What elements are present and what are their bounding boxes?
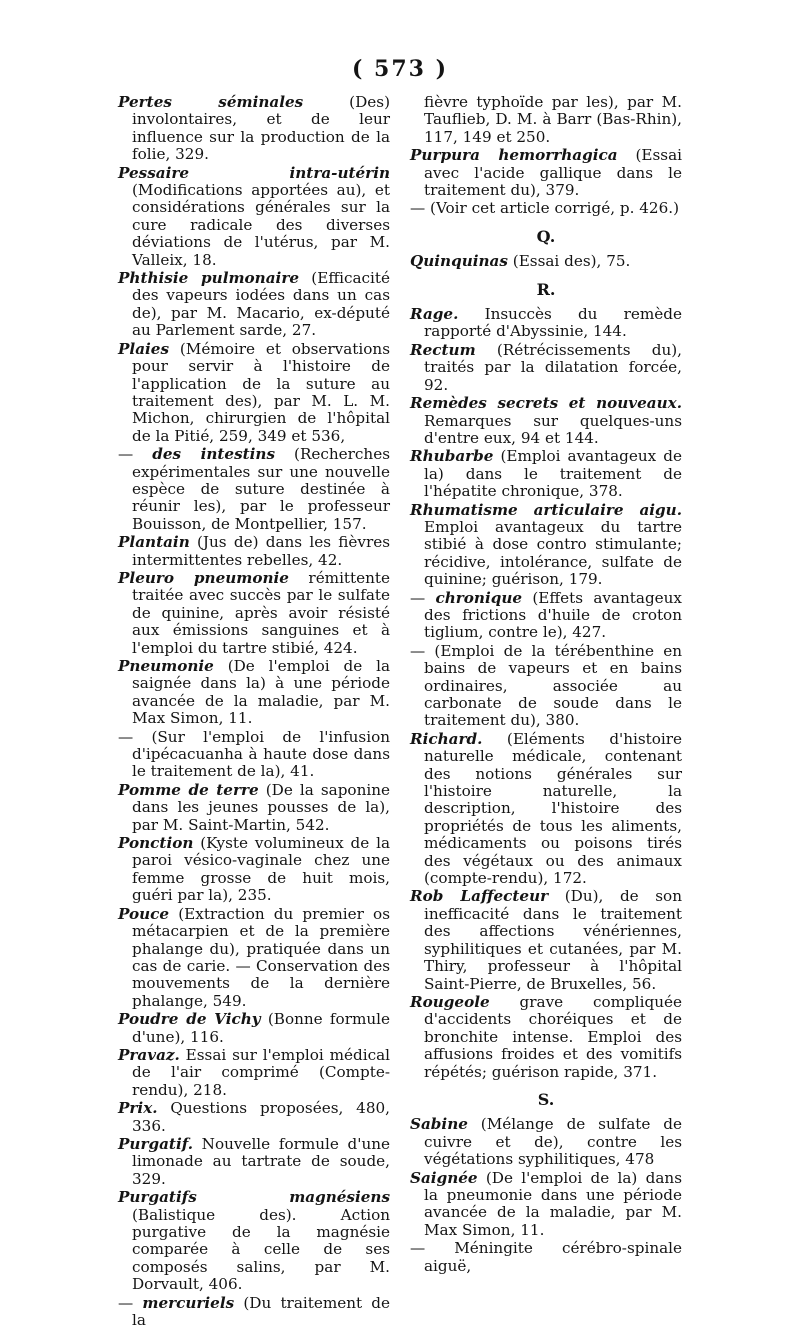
entry-text: (Du), de son inefficacité dans le traitement des affections vénériennes, syphilitiques et cutanées, par M. Thiry, professeur à l'hôpital Saint-Pierre, de Bruxelles, 56. xyxy=(424,887,682,993)
entry-text: (Rétrécissements du), traités par la dilatation forcée, 92. xyxy=(424,340,682,394)
entry-text: Insuccès du remède rapporté d'Abyssinie, 144. xyxy=(424,305,682,341)
entry-dash: — xyxy=(410,588,436,607)
entry-heading: Pomme de terre xyxy=(118,780,259,799)
entry-heading: Rhumatisme articulaire aigu. xyxy=(410,500,682,519)
index-entry xyxy=(118,94,390,164)
entry-heading: Poudre de Vichy xyxy=(118,1010,261,1029)
entry-text: (Sur l'emploi de l'infusion d'ipécacuanha à haute dose dans le traitement de la), 41. xyxy=(132,727,391,781)
page-number: ( 573 ) xyxy=(351,56,449,82)
entry-heading: Prix. xyxy=(118,1099,158,1118)
entry-dash: — xyxy=(118,445,153,464)
index-entry xyxy=(410,731,682,888)
entry-text: Essai sur l'emploi médical de l'air comprimé (Compte-rendu), 218. xyxy=(132,1045,390,1099)
index-entry xyxy=(410,200,682,217)
entry-text: rémittente traitée avec succès par le sulfate de quinine, après avoir résisté aux émissions sanguines et à l'emploi du tartre stibié, 424. xyxy=(132,568,391,657)
entry-heading: Purpura hemorrhagica xyxy=(410,146,618,165)
entry-dash: — xyxy=(410,641,435,660)
entry-text: (Modifications apportées au), et considérations générales sur la cure radicale des diverses déviations de l'utérus, par M. Valleix, 18. xyxy=(132,181,390,269)
index-entry xyxy=(410,994,682,1081)
entry-heading: Phthisie pulmonaire xyxy=(118,269,299,288)
entry-text: (Du traitement de la xyxy=(132,1293,391,1330)
entry-heading: Plantain xyxy=(118,533,190,552)
entry-text: Méningite cérébro-spinale aiguë, xyxy=(424,1239,682,1275)
entry-text: (Jus de) dans les fièvres intermittentes rebelles, 42. xyxy=(132,533,390,569)
index-entry xyxy=(410,1116,682,1168)
index-entry xyxy=(118,782,390,834)
entry-heading: Rougeole xyxy=(410,992,490,1011)
section-letter: R. xyxy=(536,279,556,299)
entry-heading: des intestins xyxy=(152,445,275,464)
entry-text: fièvre typhoïde par les), par M. Tauflieb, D. M. à Barr (Bas-Rhin), 117, 149 et 250. xyxy=(424,93,682,146)
entry-dash: — xyxy=(410,199,431,218)
entry-heading: Pessaire intra-utérin xyxy=(118,163,390,182)
index-entry xyxy=(118,1136,390,1188)
index-entry xyxy=(118,1011,390,1046)
index-entry xyxy=(118,270,390,340)
entry-text: (Kyste volumineux de la paroi vésico-vaginale chez une femme grosse de huit mois, guéri par la), 235. xyxy=(132,834,390,905)
entry-text: (De l'emploi de la) dans la pneumonie dans une période avancée de la maladie, par M. Max Simon, 11. xyxy=(424,1168,682,1239)
index-entry xyxy=(410,94,682,146)
entry-text: (Balistique des). Action purgative de la magnésie comparée à celle de ses composés salins, par M. Dorvault, 406. xyxy=(132,1205,390,1294)
entry-text: (Recherches expérimentales sur une nouvelle espèce de suture destinée à réunir les), par le professeur Bouisson, de Montpellier, 157. xyxy=(132,445,390,533)
section-letter: S. xyxy=(537,1089,555,1109)
entry-heading: Rhubarbe xyxy=(410,447,494,466)
entry-text: (Effets avantageux des frictions d'huile de croton tiglium, contre le), 427. xyxy=(424,588,683,642)
index-entry xyxy=(118,1100,390,1135)
section-letter: Q. xyxy=(536,226,556,246)
entry-heading: Saignée xyxy=(410,1168,478,1187)
index-entry xyxy=(410,253,682,270)
entry-dash: — xyxy=(118,727,152,746)
index-entry xyxy=(410,448,682,500)
index-entry xyxy=(410,306,682,341)
entry-heading: Plaies xyxy=(118,339,170,358)
entry-heading: Ponction xyxy=(118,834,194,853)
index-entry xyxy=(118,729,390,781)
entry-heading: Rob Laffecteur xyxy=(410,887,549,906)
index-entry xyxy=(410,643,682,730)
index-entry xyxy=(118,165,390,269)
entry-text: (Mémoire et observations pour servir à l'histoire de l'application de la suture au traitement des), par M. L. M. Michon, chirurgien de l'hôpital de la Pitié, 259, 349 et 536, xyxy=(132,339,390,445)
index-entry xyxy=(118,1047,390,1099)
index-entry xyxy=(118,906,390,1010)
entry-text: (Mélange de sulfate de cuivre et de), contre les végétations syphilitiques, 478 xyxy=(424,1115,682,1169)
index-entry xyxy=(118,570,390,657)
index-entry xyxy=(410,1170,682,1240)
entry-text: Questions proposées, 480, 336. xyxy=(132,1099,390,1135)
entry-heading: Purgatifs magnésiens xyxy=(118,1188,390,1207)
entry-text: Nouvelle formule d'une limonade au tartrate de soude, 329. xyxy=(132,1134,390,1188)
index-entry xyxy=(118,534,390,569)
index-entry xyxy=(118,1295,390,1330)
entry-heading: Remèdes secrets et nouveaux. xyxy=(410,394,682,413)
entry-text: grave compliquée d'accidents choréiques et de bronchite intense. Emploi des affusions froides et des vomitifs répétés; guérison rapide, 371. xyxy=(424,992,682,1081)
entry-dash: — xyxy=(410,1239,455,1258)
entry-text: (Essai avec l'acide gallique dans le traitement du), 379. xyxy=(424,146,682,200)
entry-heading: Rage. xyxy=(410,305,459,324)
entry-text: Remarques sur quelques-uns d'entre eux, 94 et 144. xyxy=(424,411,682,447)
entry-heading: Pleuro pneumonie xyxy=(118,568,289,587)
entry-text: Emploi avantageux du tartre stibié à dose contro stimulante; récidive, intolérance, sulfate de quinine; guérison, 179. xyxy=(424,517,682,589)
entry-heading: Pouce xyxy=(118,904,170,923)
entry-text: (Essai des), 75. xyxy=(507,252,631,271)
entry-heading: Purgatif. xyxy=(118,1134,193,1153)
index-entry xyxy=(410,342,682,394)
index-entry xyxy=(118,341,390,445)
entry-text: (Bonne formule d'une), 116. xyxy=(132,1010,390,1046)
entry-text: (Des) involontaires, et de leur influence sur la production de la folie, 329. xyxy=(132,93,390,164)
entry-text: (De l'emploi de la saignée dans la) à une période avancée de la maladie, par M. Max Simon, 11. xyxy=(132,657,390,728)
entry-text: (Extraction du premier os métacarpien et de la première phalange du), pratiquée dans un cas de carie. — Conservation des mouvements de la dernière phalange, 549. xyxy=(132,904,390,1010)
entry-heading: Sabine xyxy=(410,1115,468,1134)
entry-heading: Richard. xyxy=(410,729,483,748)
index-entry xyxy=(118,1189,390,1293)
entry-text: (De la saponine dans les jeunes pousses de la), par M. Saint-Martin, 542. xyxy=(132,780,390,834)
entry-text: (Voir cet article corrigé, p. 426.) xyxy=(430,199,679,218)
entry-heading: Pertes séminales xyxy=(118,93,304,111)
entry-heading: chronique xyxy=(435,588,523,607)
index-entry xyxy=(410,590,682,642)
index-entry xyxy=(118,658,390,728)
index-column-left xyxy=(118,94,390,1330)
entry-text: (Emploi de la térébenthine en bains de vapeurs et en bains ordinaires, associée au carbonate de soude dans le traitement du), 380. xyxy=(424,641,682,730)
entry-text: (Efficacité des vapeurs iodées dans un cas de), par M. Macario, ex-député au Parlement sarde, 27. xyxy=(132,269,390,340)
index-entry xyxy=(410,395,682,447)
entry-text: (Eléments d'histoire naturelle médicale, contenant des notions générales sur l'histoire naturelle, la description, l'histoire des propriétés de tous les aliments, médicaments ou poisons tirés des végétaux ou des animaux (compte-rendu), 172. xyxy=(424,729,682,888)
entry-heading: Pneumonie xyxy=(118,657,214,675)
entry-dash: — xyxy=(118,1293,143,1312)
index-entry xyxy=(118,835,390,905)
entry-heading: Quinquinas xyxy=(410,252,508,271)
index-entry xyxy=(410,1240,682,1275)
entry-heading: Pravaz. xyxy=(118,1045,180,1064)
entry-heading: mercuriels xyxy=(142,1293,235,1312)
index-entry xyxy=(410,888,682,992)
index-entry xyxy=(410,147,682,199)
index-entry xyxy=(118,446,390,533)
index-column-right xyxy=(410,94,682,1276)
index-entry xyxy=(410,502,682,589)
entry-heading: Rectum xyxy=(410,340,476,359)
entry-text: (Emploi avantageux de la) dans le traitement de l'hépatite chronique, 378. xyxy=(424,447,682,501)
